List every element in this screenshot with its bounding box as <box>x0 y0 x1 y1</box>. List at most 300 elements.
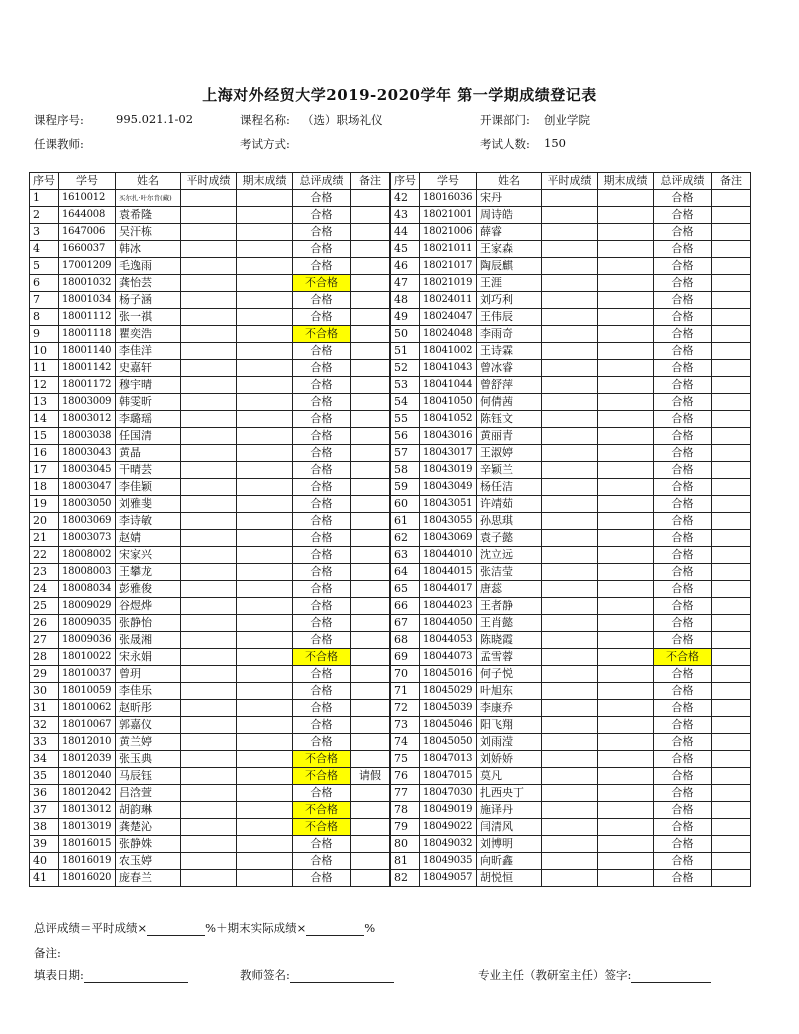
usual-score-cell[interactable] <box>542 683 598 700</box>
usual-score-cell[interactable] <box>542 309 598 326</box>
final-score-cell[interactable] <box>237 802 293 819</box>
final-score-cell[interactable] <box>598 224 654 241</box>
final-score-cell[interactable] <box>237 768 293 785</box>
note-cell <box>351 224 390 241</box>
final-score-cell[interactable] <box>237 836 293 853</box>
usual-score-cell[interactable] <box>181 836 237 853</box>
final-score-cell[interactable] <box>598 428 654 445</box>
usual-score-cell[interactable] <box>542 394 598 411</box>
usual-score-cell[interactable] <box>181 292 237 309</box>
final-score-cell[interactable] <box>237 598 293 615</box>
director-sign-line <box>478 967 711 983</box>
student-id: 18049022 <box>420 819 477 836</box>
final-score-cell[interactable] <box>237 513 293 530</box>
final-score-cell[interactable] <box>237 411 293 428</box>
total-grade-cell: 合格 <box>654 530 712 547</box>
usual-score-cell[interactable] <box>181 666 237 683</box>
usual-score-cell[interactable] <box>542 870 598 887</box>
row-number: 43 <box>391 207 420 224</box>
student-name: 刘雨滢 <box>477 734 542 751</box>
final-score-cell[interactable] <box>598 258 654 275</box>
usual-score-cell[interactable] <box>542 224 598 241</box>
final-score-cell[interactable] <box>237 360 293 377</box>
final-score-cell[interactable] <box>598 241 654 258</box>
student-id: 18049019 <box>420 802 477 819</box>
final-score-cell[interactable] <box>237 479 293 496</box>
table-row <box>391 377 751 394</box>
final-score-cell[interactable] <box>598 377 654 394</box>
total-grade-cell: 合格 <box>293 190 351 207</box>
usual-score-cell[interactable] <box>181 241 237 258</box>
course-no-label: 课程序号: <box>34 113 84 127</box>
usual-score-cell[interactable] <box>542 445 598 462</box>
row-number: 25 <box>30 598 59 615</box>
usual-score-cell[interactable] <box>181 394 237 411</box>
row-number: 56 <box>391 428 420 445</box>
usual-score-cell[interactable] <box>181 785 237 802</box>
student-id: 18043055 <box>420 513 477 530</box>
note-cell <box>351 292 390 309</box>
usual-score-cell[interactable] <box>181 734 237 751</box>
table-row <box>391 496 751 513</box>
final-score-cell[interactable] <box>598 309 654 326</box>
final-score-cell[interactable] <box>237 275 293 292</box>
usual-score-cell[interactable] <box>181 343 237 360</box>
final-score-cell[interactable] <box>237 649 293 666</box>
final-score-cell[interactable] <box>598 700 654 717</box>
student-id: 18012010 <box>59 734 116 751</box>
student-name: 辛颖兰 <box>477 462 542 479</box>
usual-score-cell[interactable] <box>181 598 237 615</box>
total-grade-cell: 合格 <box>293 479 351 496</box>
usual-score-cell[interactable] <box>542 632 598 649</box>
student-name: 陶辰麒 <box>477 258 542 275</box>
total-grade-cell: 合格 <box>293 241 351 258</box>
table-row <box>391 258 751 275</box>
usual-score-cell[interactable] <box>181 683 237 700</box>
director-sign-label: 专业主任（教研室主任）签字: <box>478 968 632 982</box>
usual-score-cell[interactable] <box>542 819 598 836</box>
usual-score-cell[interactable] <box>542 258 598 275</box>
final-score-cell[interactable] <box>598 326 654 343</box>
total-grade-cell: 合格 <box>654 836 712 853</box>
student-id: 18001034 <box>59 292 116 309</box>
row-number: 41 <box>30 870 59 887</box>
usual-score-cell[interactable] <box>542 190 598 207</box>
usual-score-cell[interactable] <box>542 326 598 343</box>
usual-score-cell[interactable] <box>542 802 598 819</box>
student-name: 沈立远 <box>477 547 542 564</box>
final-score-cell[interactable] <box>598 207 654 224</box>
final-score-cell[interactable] <box>237 700 293 717</box>
total-grade-cell: 合格 <box>654 581 712 598</box>
usual-score-cell[interactable] <box>542 530 598 547</box>
student-name: 宋家兴 <box>116 547 181 564</box>
final-score-cell[interactable] <box>237 547 293 564</box>
usual-score-cell[interactable] <box>181 581 237 598</box>
table-row <box>30 683 390 700</box>
usual-score-cell[interactable] <box>542 717 598 734</box>
final-score-cell[interactable] <box>598 649 654 666</box>
final-score-cell[interactable] <box>237 615 293 632</box>
usual-score-cell[interactable] <box>181 411 237 428</box>
usual-score-cell[interactable] <box>181 751 237 768</box>
table-row <box>30 819 390 836</box>
usual-score-cell[interactable] <box>181 513 237 530</box>
usual-score-cell[interactable] <box>181 377 237 394</box>
final-score-cell[interactable] <box>237 241 293 258</box>
usual-score-cell[interactable] <box>542 598 598 615</box>
final-score-cell[interactable] <box>598 819 654 836</box>
usual-score-cell[interactable] <box>181 632 237 649</box>
note-cell <box>712 853 751 870</box>
final-score-cell[interactable] <box>237 683 293 700</box>
total-grade-cell: 合格 <box>293 360 351 377</box>
final-score-cell[interactable] <box>598 360 654 377</box>
table-row <box>30 496 390 513</box>
student-id: 18049035 <box>420 853 477 870</box>
student-id: 18012040 <box>59 768 116 785</box>
usual-score-cell[interactable] <box>542 768 598 785</box>
final-score-cell[interactable] <box>598 751 654 768</box>
usual-weight-blank[interactable] <box>147 935 205 936</box>
final-score-cell[interactable] <box>598 394 654 411</box>
exam-count-label: 考试人数: <box>480 137 530 151</box>
usual-score-cell[interactable] <box>181 615 237 632</box>
usual-score-cell[interactable] <box>181 768 237 785</box>
final-score-cell[interactable] <box>237 462 293 479</box>
usual-score-cell[interactable] <box>181 870 237 887</box>
usual-score-cell[interactable] <box>181 326 237 343</box>
student-id: 1610012 <box>59 190 116 207</box>
final-score-cell[interactable] <box>237 530 293 547</box>
note-cell <box>351 802 390 819</box>
usual-score-cell[interactable] <box>542 751 598 768</box>
usual-score-cell[interactable] <box>542 666 598 683</box>
date-blank[interactable] <box>84 982 188 983</box>
final-score-cell[interactable] <box>237 445 293 462</box>
table-row <box>30 377 390 394</box>
student-id: 18043019 <box>420 462 477 479</box>
final-score-cell[interactable] <box>598 785 654 802</box>
usual-score-cell[interactable] <box>542 343 598 360</box>
total-grade-cell: 合格 <box>293 377 351 394</box>
note-cell <box>712 768 751 785</box>
final-score-cell[interactable] <box>598 598 654 615</box>
total-grade-cell: 合格 <box>654 598 712 615</box>
final-score-cell[interactable] <box>237 666 293 683</box>
final-score-cell[interactable] <box>237 496 293 513</box>
student-name: 李雨奇 <box>477 326 542 343</box>
usual-score-cell[interactable] <box>181 530 237 547</box>
usual-score-cell[interactable] <box>181 819 237 836</box>
final-score-cell[interactable] <box>598 292 654 309</box>
total-grade-cell: 不合格 <box>293 649 351 666</box>
header-no: 序号 <box>391 173 420 190</box>
usual-score-cell[interactable] <box>542 360 598 377</box>
note-cell <box>351 870 390 887</box>
final-score-cell[interactable] <box>598 445 654 462</box>
row-number: 65 <box>391 581 420 598</box>
student-name: 农玉婷 <box>116 853 181 870</box>
student-id: 18041044 <box>420 377 477 394</box>
final-score-cell[interactable] <box>237 785 293 802</box>
usual-score-cell[interactable] <box>181 207 237 224</box>
usual-score-cell[interactable] <box>542 649 598 666</box>
final-score-cell[interactable] <box>598 802 654 819</box>
header-id: 学号 <box>420 173 477 190</box>
final-score-cell[interactable] <box>237 394 293 411</box>
final-score-cell[interactable] <box>598 836 654 853</box>
student-id: 18044050 <box>420 615 477 632</box>
student-name: 吴汗栋 <box>116 224 181 241</box>
table-row <box>391 411 751 428</box>
note-cell <box>351 598 390 615</box>
usual-score-cell[interactable] <box>542 836 598 853</box>
final-weight-blank[interactable] <box>306 935 364 936</box>
row-number: 55 <box>391 411 420 428</box>
usual-score-cell[interactable] <box>542 581 598 598</box>
usual-score-cell[interactable] <box>181 224 237 241</box>
page-title: 上海对外经贸大学2019-2020学年 第一学期成绩登记表 <box>202 86 597 104</box>
student-id: 18024047 <box>420 309 477 326</box>
table-row <box>391 445 751 462</box>
note-cell <box>712 819 751 836</box>
final-score-cell[interactable] <box>598 190 654 207</box>
student-id: 18045050 <box>420 734 477 751</box>
final-score-cell[interactable] <box>598 547 654 564</box>
note-cell <box>712 564 751 581</box>
usual-score-cell[interactable] <box>542 479 598 496</box>
usual-score-cell[interactable] <box>181 496 237 513</box>
final-score-cell[interactable] <box>598 479 654 496</box>
usual-score-cell[interactable] <box>542 428 598 445</box>
final-score-cell[interactable] <box>237 428 293 445</box>
header-final: 期末成绩 <box>237 173 293 190</box>
note-cell <box>351 853 390 870</box>
header-note: 备注 <box>712 173 751 190</box>
final-score-cell[interactable] <box>598 462 654 479</box>
usual-score-cell[interactable] <box>181 853 237 870</box>
table-row <box>391 530 751 547</box>
row-number: 44 <box>391 224 420 241</box>
usual-score-cell[interactable] <box>181 445 237 462</box>
student-id: 1644008 <box>59 207 116 224</box>
note-cell <box>712 496 751 513</box>
student-name: 李康乔 <box>477 700 542 717</box>
usual-score-cell[interactable] <box>181 258 237 275</box>
header-id: 学号 <box>59 173 116 190</box>
table-row <box>391 632 751 649</box>
student-name: 王涯 <box>477 275 542 292</box>
student-name: 王诗霖 <box>477 343 542 360</box>
usual-score-cell[interactable] <box>181 462 237 479</box>
table-row <box>30 598 390 615</box>
usual-score-cell[interactable] <box>181 428 237 445</box>
student-id: 18043017 <box>420 445 477 462</box>
note-cell <box>712 377 751 394</box>
director-sign-blank[interactable] <box>631 982 711 983</box>
final-score-cell[interactable] <box>237 717 293 734</box>
total-grade-cell: 合格 <box>293 445 351 462</box>
row-number: 31 <box>30 700 59 717</box>
usual-score-cell[interactable] <box>542 513 598 530</box>
usual-score-cell[interactable] <box>542 700 598 717</box>
student-name: 韩雯昕 <box>116 394 181 411</box>
total-grade-cell: 合格 <box>654 360 712 377</box>
usual-score-cell[interactable] <box>181 479 237 496</box>
final-score-cell[interactable] <box>237 751 293 768</box>
row-number: 1 <box>30 190 59 207</box>
student-id: 18003073 <box>59 530 116 547</box>
student-id: 18043049 <box>420 479 477 496</box>
note-cell <box>351 445 390 462</box>
final-score-cell[interactable] <box>237 292 293 309</box>
usual-score-cell[interactable] <box>181 802 237 819</box>
formula-part-1: 总评成绩＝平时成绩× <box>34 921 148 935</box>
usual-score-cell[interactable] <box>542 785 598 802</box>
final-score-cell[interactable] <box>237 207 293 224</box>
usual-score-cell[interactable] <box>181 564 237 581</box>
usual-score-cell[interactable] <box>542 462 598 479</box>
note-cell <box>351 649 390 666</box>
usual-score-cell[interactable] <box>181 717 237 734</box>
usual-score-cell[interactable] <box>542 547 598 564</box>
row-number: 34 <box>30 751 59 768</box>
note-cell <box>712 479 751 496</box>
final-score-cell[interactable] <box>598 683 654 700</box>
student-name: 张静姝 <box>116 836 181 853</box>
total-grade-cell: 合格 <box>293 207 351 224</box>
student-id: 18043016 <box>420 428 477 445</box>
usual-score-cell[interactable] <box>181 700 237 717</box>
final-score-cell[interactable] <box>237 564 293 581</box>
final-score-cell[interactable] <box>598 564 654 581</box>
student-id: 18047013 <box>420 751 477 768</box>
final-score-cell[interactable] <box>598 496 654 513</box>
table-row <box>30 428 390 445</box>
student-name: 张静怡 <box>116 615 181 632</box>
usual-score-cell[interactable] <box>181 309 237 326</box>
formula-part-3: % <box>364 921 376 935</box>
usual-score-cell[interactable] <box>181 649 237 666</box>
note-cell <box>351 547 390 564</box>
student-name: 史嘉轩 <box>116 360 181 377</box>
total-grade-cell: 合格 <box>654 479 712 496</box>
total-grade-cell: 合格 <box>293 496 351 513</box>
student-name: 袁希隆 <box>116 207 181 224</box>
final-score-cell[interactable] <box>237 632 293 649</box>
student-id: 18001172 <box>59 377 116 394</box>
exam-method-label: 考试方式: <box>240 137 290 151</box>
final-score-cell[interactable] <box>237 853 293 870</box>
final-score-cell[interactable] <box>237 343 293 360</box>
final-score-cell[interactable] <box>237 309 293 326</box>
total-grade-cell: 合格 <box>654 496 712 513</box>
usual-score-cell[interactable] <box>181 360 237 377</box>
final-score-cell[interactable] <box>598 513 654 530</box>
usual-score-cell[interactable] <box>181 547 237 564</box>
student-id: 18016020 <box>59 870 116 887</box>
total-grade-cell: 合格 <box>654 547 712 564</box>
usual-score-cell[interactable] <box>542 411 598 428</box>
usual-score-cell[interactable] <box>542 377 598 394</box>
table-row <box>30 360 390 377</box>
usual-score-cell[interactable] <box>542 734 598 751</box>
final-score-cell[interactable] <box>598 411 654 428</box>
final-score-cell[interactable] <box>598 632 654 649</box>
total-grade-cell: 合格 <box>293 292 351 309</box>
final-score-cell[interactable] <box>598 615 654 632</box>
usual-score-cell[interactable] <box>542 275 598 292</box>
student-name: 刘娇娇 <box>477 751 542 768</box>
total-grade-cell: 合格 <box>654 853 712 870</box>
student-name: 扎西央丁 <box>477 785 542 802</box>
final-score-cell[interactable] <box>598 581 654 598</box>
final-score-cell[interactable] <box>598 734 654 751</box>
final-score-cell[interactable] <box>598 717 654 734</box>
table-row <box>30 853 390 870</box>
header-usual: 平时成绩 <box>542 173 598 190</box>
total-grade-cell: 合格 <box>654 751 712 768</box>
usual-score-cell[interactable] <box>542 207 598 224</box>
note-cell <box>712 309 751 326</box>
final-score-cell[interactable] <box>598 666 654 683</box>
usual-score-cell[interactable] <box>181 275 237 292</box>
usual-score-cell[interactable] <box>542 853 598 870</box>
final-score-cell[interactable] <box>598 275 654 292</box>
usual-score-cell[interactable] <box>542 292 598 309</box>
student-name: 马辰钰 <box>116 768 181 785</box>
final-score-cell[interactable] <box>237 326 293 343</box>
total-grade-cell: 不合格 <box>293 819 351 836</box>
final-score-cell[interactable] <box>598 530 654 547</box>
usual-score-cell[interactable] <box>181 190 237 207</box>
row-number: 32 <box>30 717 59 734</box>
usual-score-cell[interactable] <box>542 564 598 581</box>
final-score-cell[interactable] <box>598 853 654 870</box>
row-number: 70 <box>391 666 420 683</box>
student-name: 瞿奕浩 <box>116 326 181 343</box>
student-name: 任国清 <box>116 428 181 445</box>
final-score-cell[interactable] <box>598 768 654 785</box>
final-score-cell[interactable] <box>237 870 293 887</box>
row-number: 24 <box>30 581 59 598</box>
final-score-cell[interactable] <box>237 258 293 275</box>
final-score-cell[interactable] <box>237 224 293 241</box>
student-name: 袁子懿 <box>477 530 542 547</box>
final-score-cell[interactable] <box>598 343 654 360</box>
note-cell <box>712 870 751 887</box>
row-number: 14 <box>30 411 59 428</box>
student-name: 彭雅俊 <box>116 581 181 598</box>
student-name: 莫凡 <box>477 768 542 785</box>
usual-score-cell[interactable] <box>542 241 598 258</box>
table-row <box>30 547 390 564</box>
final-score-cell[interactable] <box>237 190 293 207</box>
final-score-cell[interactable] <box>237 581 293 598</box>
table-row <box>391 275 751 292</box>
usual-score-cell[interactable] <box>542 496 598 513</box>
usual-score-cell[interactable] <box>542 615 598 632</box>
student-id: 18001142 <box>59 360 116 377</box>
teacher-sign-blank[interactable] <box>290 982 394 983</box>
final-score-cell[interactable] <box>598 870 654 887</box>
row-number: 72 <box>391 700 420 717</box>
final-score-cell[interactable] <box>237 734 293 751</box>
final-score-cell[interactable] <box>237 819 293 836</box>
final-score-cell[interactable] <box>237 377 293 394</box>
